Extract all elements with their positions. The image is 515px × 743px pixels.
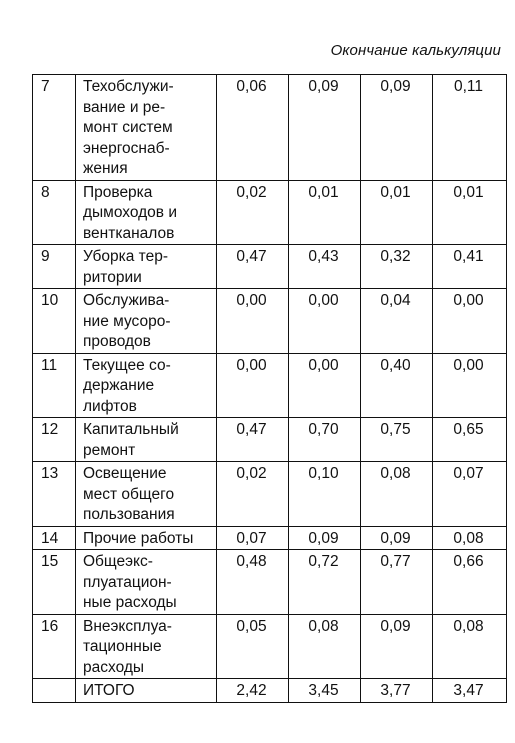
table-row [33,245,507,289]
calculation-table [32,74,507,703]
row-number: 11 [33,353,76,418]
value-cell-col-3: 3,77 [361,679,433,703]
row-name-line: держание [83,377,155,394]
row-name-line: Прочие работы [83,529,194,547]
row-number: 8 [33,180,76,245]
row-number: 9 [33,245,76,289]
row-name-line: Обслужива- [83,292,170,309]
value-cell-col-1: 0,06 [217,75,289,181]
row-name-line: лифтов [83,397,137,415]
table-row [33,462,507,527]
value-cell-col-3: 0,32 [361,245,433,289]
value-cell-col-4: 0,00 [433,289,507,354]
value-cell-col-2: 0,43 [289,245,361,289]
row-name-line: плуатацион- [83,573,172,591]
value-cell-col-1: 0,02 [217,462,289,527]
row-name-line: Проверка [83,183,153,201]
row-name [76,462,217,527]
value-cell-col-1: 0,47 [217,245,289,289]
value-cell-col-1: 0,00 [217,353,289,418]
row-name [76,289,217,354]
value-cell-col-4: 3,47 [433,679,507,703]
row-name-line: мест общего [83,485,175,503]
row-name-line: вентканалов [83,224,175,242]
value-cell-col-2: 0,70 [289,418,361,462]
value-cell-col-1: 0,48 [217,550,289,615]
row-name [76,550,217,615]
table-caption: Окончание калькуляции [330,42,501,59]
row-number: 7 [33,75,76,181]
row-name-line: Уборка тер- [83,248,169,265]
value-cell-col-2: 0,01 [289,180,361,245]
row-name-line: дымоходов и [83,204,178,221]
table-row [33,614,507,679]
row-number [33,679,76,703]
row-number: 12 [33,418,76,462]
table-row [33,418,507,462]
table-row [33,180,507,245]
table-row [33,526,507,550]
row-name-line: ные расходы [83,594,177,611]
value-cell-col-2: 0,00 [289,289,361,354]
row-name-line: тационные [83,638,162,655]
value-cell-col-4: 0,01 [433,180,507,245]
value-cell-col-3: 0,09 [361,614,433,679]
value-cell-col-3: 0,09 [361,526,433,550]
value-cell-col-4: 0,08 [433,526,507,550]
row-name-line: Внеэксплуа- [83,617,172,635]
value-cell-col-4: 0,41 [433,245,507,289]
value-cell-col-1: 0,02 [217,180,289,245]
row-name-line: ремонт [83,441,136,459]
value-cell-col-2: 3,45 [289,679,361,703]
value-cell-col-2: 0,09 [289,75,361,181]
row-name-line: вание и ре- [83,98,166,116]
row-name [76,75,217,181]
row-name [76,526,217,550]
table-row [33,550,507,615]
table-row [33,353,507,418]
value-cell-col-2: 0,08 [289,614,361,679]
value-cell-col-4: 0,00 [433,353,507,418]
value-cell-col-3: 0,01 [361,180,433,245]
value-cell-col-3: 0,75 [361,418,433,462]
row-name-line: пользования [83,506,175,523]
table-row [33,75,507,181]
table-row [33,289,507,354]
row-name-line: ИТОГО [83,682,135,699]
value-cell-col-1: 0,05 [217,614,289,679]
row-name-line: жения [83,160,128,177]
value-cell-col-2: 0,72 [289,550,361,615]
row-name-line: энергоснаб- [83,139,170,157]
row-name-line: Общеэкс- [83,553,153,570]
row-name [76,353,217,418]
row-number: 13 [33,462,76,527]
value-cell-col-1: 0,47 [217,418,289,462]
value-cell-col-1: 0,07 [217,526,289,550]
row-number: 14 [33,526,76,550]
value-cell-col-4: 0,07 [433,462,507,527]
row-name-line: Техобслужи- [83,78,174,95]
row-name-line: монт систем [83,119,173,136]
row-name-line: Текущее со- [83,356,171,374]
row-name [76,245,217,289]
row-name-line: расходы [83,658,145,676]
row-name-line: ритории [83,268,142,286]
value-cell-col-3: 0,77 [361,550,433,615]
row-name [76,418,217,462]
value-cell-col-3: 0,08 [361,462,433,527]
row-name-line: ние мусоро- [83,312,171,330]
total-row [33,679,507,703]
value-cell-col-3: 0,09 [361,75,433,181]
value-cell-col-4: 0,08 [433,614,507,679]
row-name [76,679,217,703]
value-cell-col-4: 0,11 [433,75,507,181]
value-cell-col-1: 0,00 [217,289,289,354]
row-number: 15 [33,550,76,615]
row-name [76,614,217,679]
row-name [76,180,217,245]
value-cell-col-3: 0,40 [361,353,433,418]
value-cell-col-1: 2,42 [217,679,289,703]
row-number: 10 [33,289,76,354]
row-number: 16 [33,614,76,679]
value-cell-col-2: 0,09 [289,526,361,550]
value-cell-col-2: 0,00 [289,353,361,418]
value-cell-col-3: 0,04 [361,289,433,354]
row-name-line: Капитальный [83,421,179,438]
value-cell-col-2: 0,10 [289,462,361,527]
row-name-line: проводов [83,333,151,350]
row-name-line: Освещение [83,465,167,482]
value-cell-col-4: 0,66 [433,550,507,615]
value-cell-col-4: 0,65 [433,418,507,462]
